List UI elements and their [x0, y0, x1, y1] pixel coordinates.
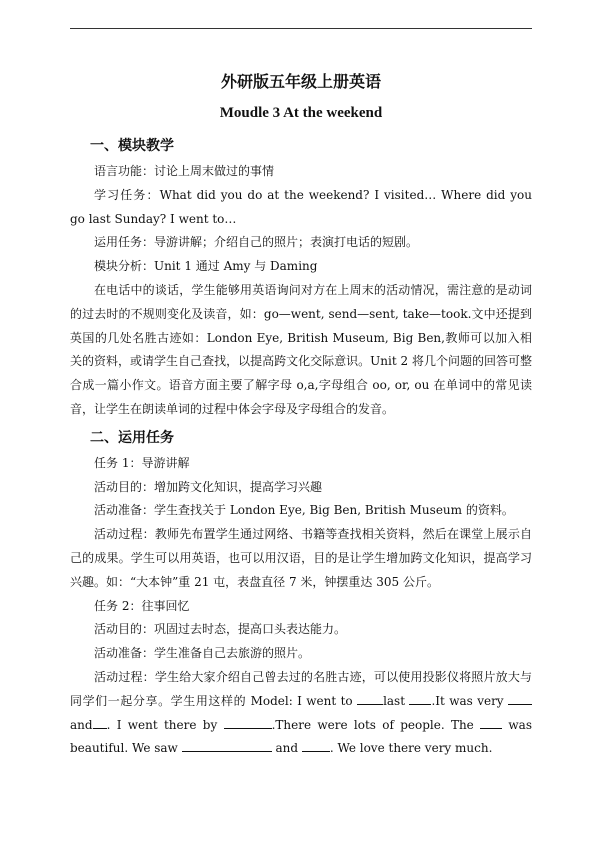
- task1-goal: 活动目的：增加跨文化知识，提高学习兴趣: [94, 479, 323, 494]
- header-rule: [70, 28, 532, 29]
- task2-title: 任务 2：往事回忆: [94, 598, 190, 613]
- task2-process-text-h: and: [271, 741, 302, 756]
- analysis-body: 在电话中的谈话，学生能够用英语询问对方在上周末的活动情况，需注意的是动词的过去时的不规则变化及读音，如：go—went, send—sent, take—took.文中还提到英国的几处名胜古迹如：London Eye, British Museum, Big Ben,教师可以加入相关的资料，或请学生自己查找，以提高跨文化交际意识。Unit 2 将几个问题的回答可整合成一篇小作文。语音方面主要了解字母 o,a,字母组合 oo, or, ou 在单词中的常见读音，让学生在朗读单词的过程中体会字母及字母组合的发音。: [70, 282, 532, 416]
- task1-prep: 活动准备：学生查找关于 London Eye, Big Ben, British Museum 的资料。: [94, 503, 514, 518]
- task2-process: [70, 666, 532, 761]
- module-analysis: 模块分析：Unit 1 通过 Amy 与 Daming: [94, 259, 318, 274]
- task2-process-text-a: 活动过程：学生给大家介绍自己曾去过的名胜古迹，可以使用投影仪将照片放大与同学们一起分享。学生用这样的 Model: I went to: [70, 669, 532, 708]
- task1-title: 任务 1：导游讲解: [94, 455, 190, 470]
- task1-process: 活动过程：教师先布置学生通过网络、书籍等查找相关资料，然后在课堂上展示自己的成果。学生可以用英语，也可以用汉语，目的是让学生增加跨文化知识，提高学习兴趣。如：“大本钟”重 21 屯，表盘直径 7 米，钟摆重达 305 公斤。: [70, 527, 532, 589]
- document-title: 外研版五年级上册英语: [220, 72, 381, 91]
- task2-process-text-f: .There were lots of people. The: [271, 717, 481, 732]
- section-heading-module-teaching: 一、模块教学: [90, 138, 174, 154]
- task2-process-text-g: was beautiful. We saw: [70, 717, 532, 756]
- section-heading-apply-tasks: 二、运用任务: [90, 429, 174, 446]
- task2-goal: 活动目的：巩固过去时态，提高口头表达能力。: [94, 622, 347, 637]
- task2-process-text-b: last: [383, 693, 410, 708]
- language-function: 语言功能：讨论上周末做过的事情: [94, 164, 275, 178]
- fill-blank: [302, 740, 330, 752]
- fill-blank: [93, 717, 107, 729]
- fill-blank: [409, 693, 431, 705]
- task2-process-text-i: . We love there very much.: [329, 741, 493, 756]
- fill-blank: [182, 740, 272, 752]
- fill-blank: [224, 717, 272, 729]
- fill-blank: [508, 693, 532, 705]
- fill-blank: [357, 693, 383, 705]
- document-page: [70, 70, 532, 761]
- task2-prep: 活动准备：学生准备自己去旅游的照片。: [94, 646, 311, 661]
- task2-process-text-c: .It was very: [431, 693, 508, 708]
- learning-task: 学习任务：What did you do at the weekend? I visited… Where did you go last Sunday? I went to…: [70, 187, 532, 226]
- document-subtitle: Moudle 3 At the weekend: [219, 105, 383, 121]
- apply-task: 运用任务：导游讲解；介绍自己的照片；表演打电话的短剧。: [94, 235, 419, 250]
- task2-process-text-d: and: [70, 717, 93, 732]
- fill-blank: [480, 717, 502, 729]
- task2-process-text-e: . I went there by: [106, 717, 224, 732]
